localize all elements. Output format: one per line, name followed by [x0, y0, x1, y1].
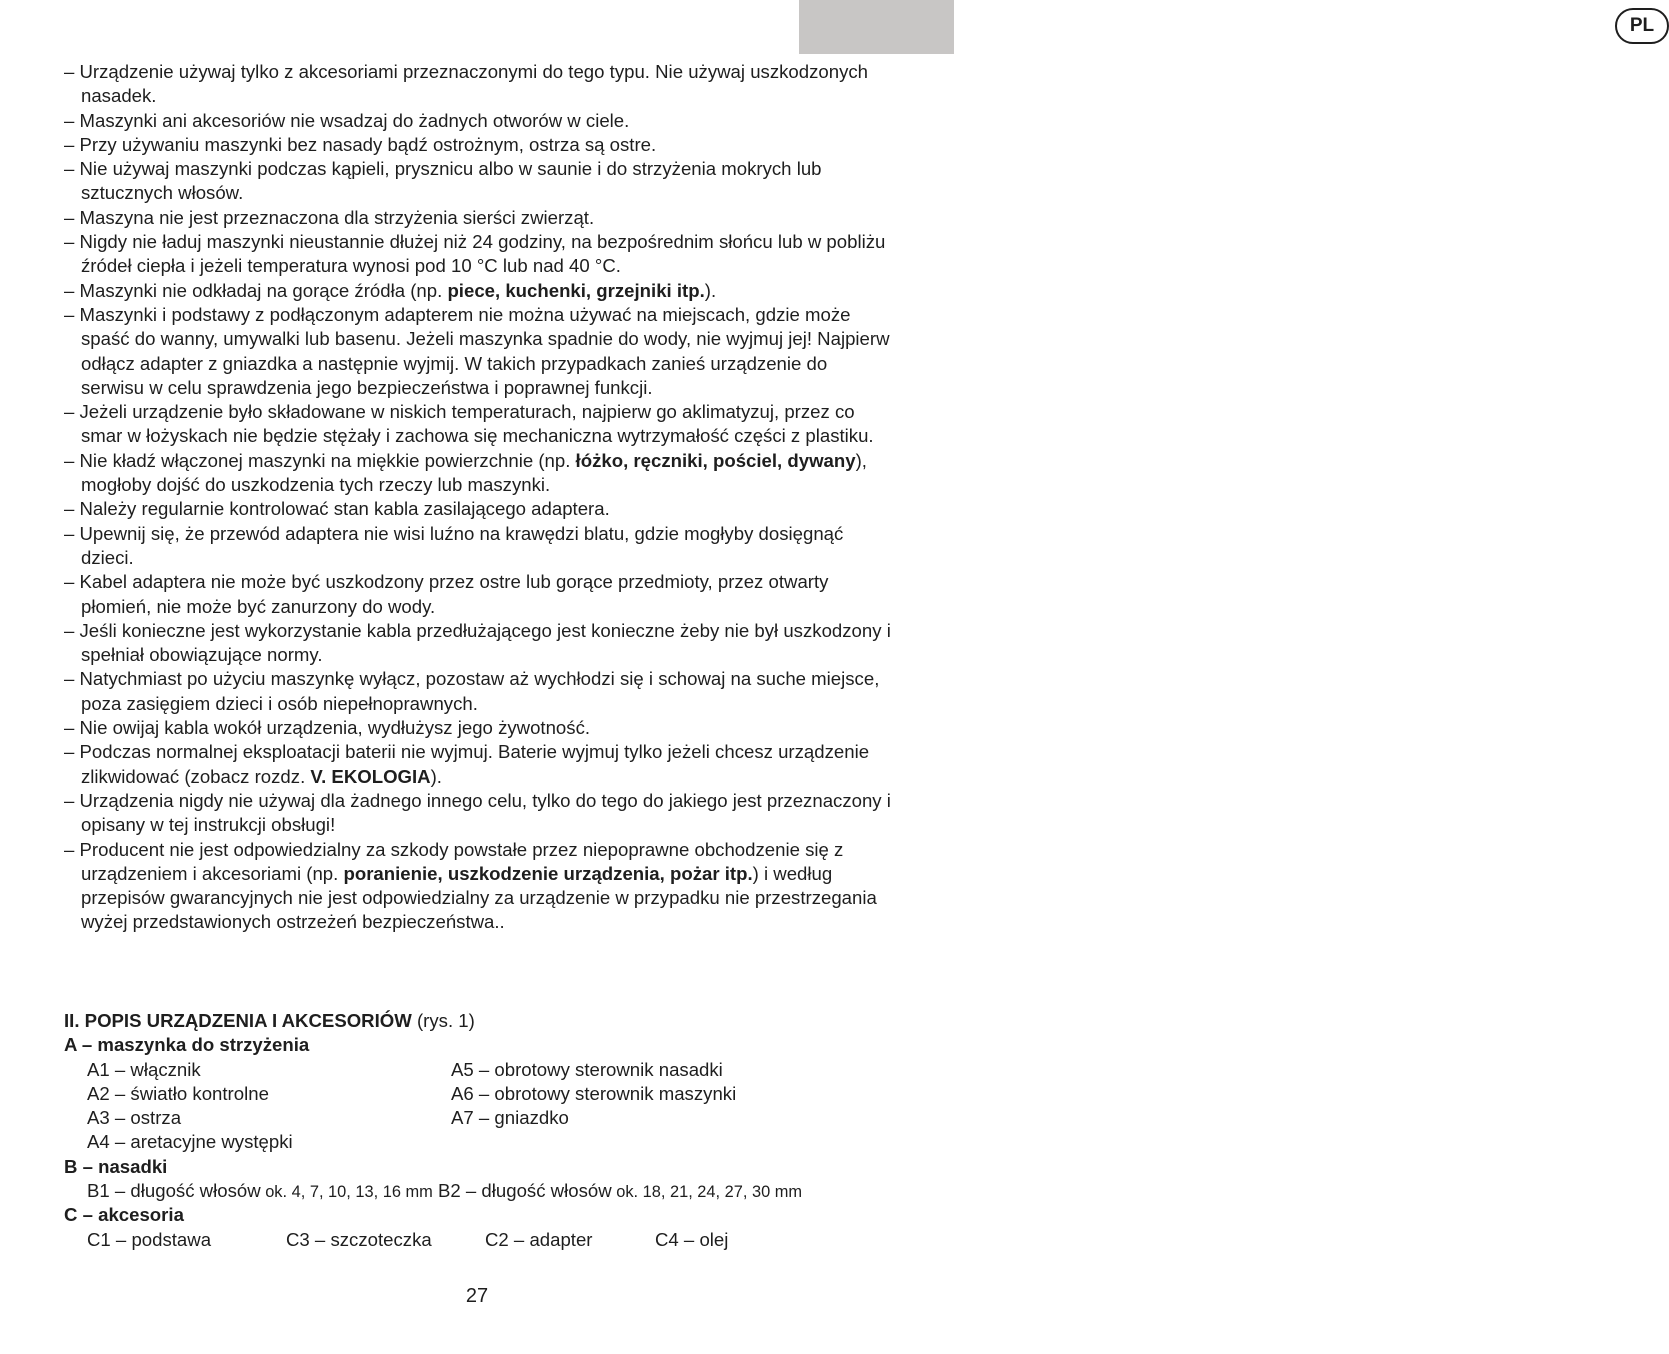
parts-row [64, 1082, 894, 1106]
part-a2: A2 – światło kontrolne [87, 1082, 269, 1104]
bullet-item: – Przy używaniu maszynki bez nasady bądź ostrożnym, ostrza są ostre. [64, 133, 657, 155]
part-b1: B1 – długość włosów [87, 1180, 261, 1202]
language-badge: PL [1615, 8, 1669, 44]
parts-row [64, 1179, 894, 1203]
safety-bullet-list [64, 60, 894, 935]
group-b-heading [64, 1155, 894, 1179]
bullet-item [64, 279, 894, 303]
group-a-label: A – maszynka do strzyżenia [64, 1034, 310, 1056]
bullet-item [64, 740, 894, 789]
section-heading [64, 1009, 894, 1033]
part-b2: B2 – długość włosów [432, 1180, 612, 1202]
part-a6: A6 – obrotowy sterownik maszynki [451, 1082, 737, 1104]
bullet-item: – Urządzenia nigdy nie używaj dla żadnego innego celu, tylko do tego do jakiego jest przeznaczony i opisany w tej instrukcji obsługi! [64, 789, 891, 836]
parts-row [64, 1106, 894, 1130]
bullet-item: – Należy regularnie kontrolować stan kabla zasilającego adaptera. [64, 498, 610, 520]
bullet-text: ). [430, 765, 442, 787]
part-a7: A7 – gniazdko [451, 1107, 569, 1129]
part-c1: C1 – podstawa [87, 1228, 212, 1250]
group-a-heading [64, 1033, 894, 1057]
bullet-emphasis: V. EKOLOGIA [310, 765, 431, 787]
bullet-text: ) i według przepisów gwarancyjnych nie jest odpowiedzialny za urządzenie w przypadku nie przestrzegania wyżej przedstawionych ostrzeżeń bezpieczeństwa.. [81, 862, 877, 933]
part-b2-lengths: ok. 18, 21, 24, 27, 30 mm [611, 1183, 803, 1202]
bullet-item: – Kabel adaptera nie może być uszkodzony przez ostre lub gorące przedmioty, przez otwarty płomień, nie może być zanurzony do wody. [64, 571, 829, 617]
bullet-item: – Nie owijaj kabla wokół urządzenia, wydłużysz jego żywotność. [64, 717, 591, 739]
parts-row [64, 1130, 894, 1154]
bullet-item: – Nigdy nie ładuj maszynki nieustannie dłużej niż 24 godziny, na bezpośrednim słońcu lub w pobliżu źródeł ciepła i jeżeli temperatura wynosi pod 10 °C lub nad 40 °C. [64, 231, 886, 277]
language-tab [799, 0, 1655, 54]
section-title-suffix: (rys. 1) [411, 1010, 475, 1031]
bullet-item: – Upewnij się, że przewód adaptera nie wisi luźno na krawędzi blatu, gdzie mogłyby dosięgnąć dzieci. [64, 522, 844, 568]
bullet-emphasis: piece, kuchenki, grzejniki itp. [447, 279, 705, 301]
bullet-emphasis: poranienie, uszkodzenie urządzenia, pożar itp. [343, 862, 753, 884]
bullet-text: – Maszynki nie odkładaj na gorące źródła (np. [64, 279, 448, 301]
group-c-heading [64, 1203, 894, 1227]
bullet-text: ). [704, 279, 717, 301]
bullet-text: – Producent nie jest odpowiedzialny za szkody powstałe przez niepoprawne obchodzenie się z urządzeniem i akcesoriami (np. [64, 838, 844, 884]
bullet-item: – Urządzenie używaj tylko z akcesoriami przeznaczonymi do tego typu. Nie używaj uszkodzonych nasadek. [64, 61, 869, 107]
group-b-label: B – nasadki [64, 1155, 168, 1177]
bullet-text: – Podczas normalnej eksploatacji baterii nie wyjmuj. Baterie wyjmuj tylko jeżeli chcesz urządzenie zlikwidować (zobacz rozdz. [64, 741, 870, 787]
bullet-text: ), mogłoby dojść do uszkodzenia tych rzeczy lub maszynki. [81, 449, 867, 496]
part-a4: A4 – aretacyjne występki [87, 1131, 293, 1153]
bullet-item [64, 449, 894, 498]
part-b1-lengths: ok. 4, 7, 10, 13, 16 mm [260, 1183, 433, 1202]
bullet-item: – Maszyna nie jest przeznaczona dla strzyżenia sierści zwierząt. [64, 206, 595, 228]
parts-row [64, 1058, 894, 1082]
bullet-item [64, 838, 894, 935]
bullet-item: – Nie używaj maszynki podczas kąpieli, prysznicu albo w saunie i do strzyżenia mokrych lub sztucznych włosów. [64, 158, 822, 204]
part-a3: A3 – ostrza [87, 1107, 182, 1129]
bullet-item: – Jeżeli urządzenie było składowane w niskich temperaturach, najpierw go aklimatyzuj, przez co smar w łożyskach nie będzie stężały i zachowa się mechaniczna wytrzymałość części z plastiku. [64, 401, 874, 447]
part-c3: C3 – szczoteczka [286, 1228, 432, 1250]
group-c-label: C – akcesoria [64, 1204, 184, 1226]
bullet-text: – Nie kładź włączonej maszynki na miękkie powierzchnie (np. [64, 449, 576, 471]
bullet-item: – Maszynki i podstawy z podłączonym adapterem nie można używać na miejscach, gdzie może spaść do wanny, umywalki lub basenu. Jeżeli maszynka spadnie do wody, nie wyjmuj jej! Najpierw odłącz adapter z gniazdka a następnie wyjmij. W takich przypadkach zanieś urządzenie do serwisu w celu sprawdzenia jego bezpieczeństwa i poprawnej funkcji. [64, 303, 890, 398]
part-a1: A1 – włącznik [87, 1058, 201, 1080]
part-c2: C2 – adapter [485, 1228, 593, 1250]
section-title: II. POPIS URZĄDZENIA I AKCESORIÓW [64, 1010, 412, 1031]
bullet-emphasis: łóżko, ręczniki, pościel, dywany [575, 449, 856, 471]
part-c4: C4 – olej [655, 1228, 729, 1250]
device-description-section [64, 1009, 894, 1252]
part-a5: A5 – obrotowy sterownik nasadki [451, 1058, 723, 1080]
parts-row [64, 1228, 894, 1252]
bullet-item: – Natychmiast po użyciu maszynkę wyłącz, pozostaw aż wychłodzi się i schowaj na suche miejsce, poza zasięgiem dzieci i osób niepełnoprawnych. [64, 668, 880, 714]
bullet-item: – Maszynki ani akcesoriów nie wsadzaj do żadnych otworów w ciele. [64, 109, 630, 131]
page-number: 27 [465, 1285, 489, 1307]
bullet-item: – Jeśli konieczne jest wykorzystanie kabla przedłużającego jest konieczne żeby nie był uszkodzony i spełniał obowiązujące normy. [64, 619, 891, 666]
